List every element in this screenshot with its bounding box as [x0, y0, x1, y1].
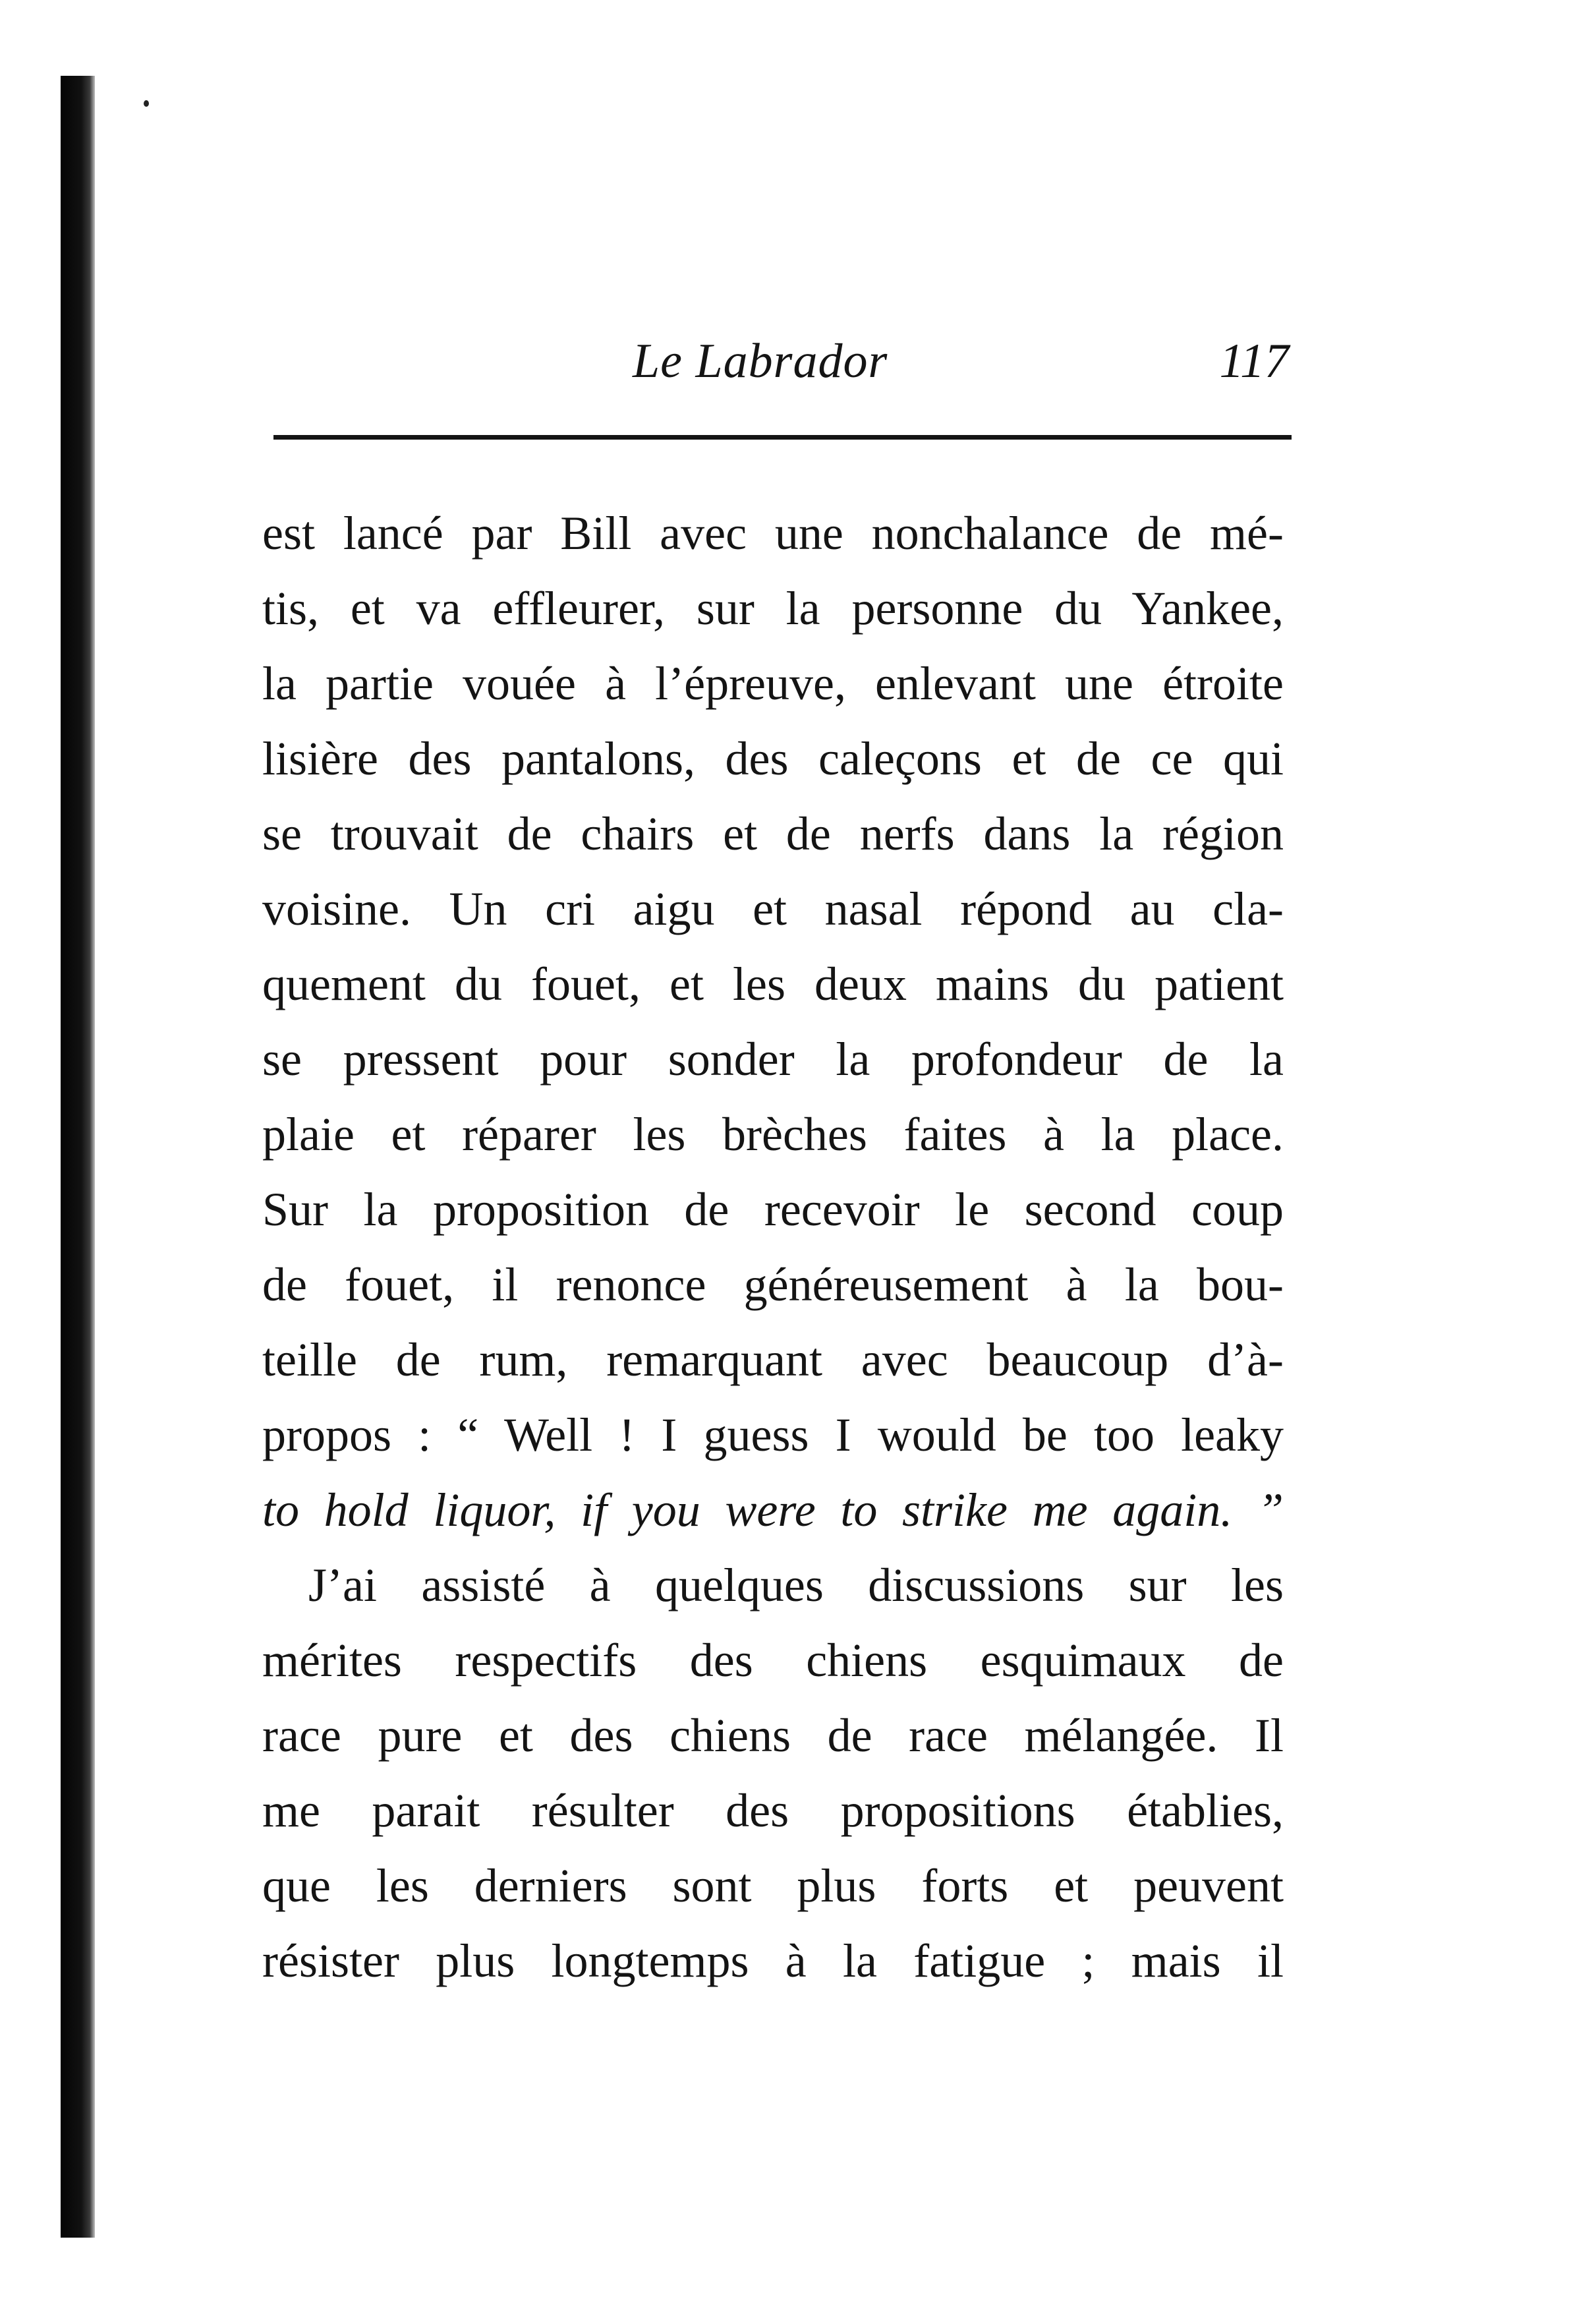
text-line: se trouvait de chairs et de nerfs dans la région: [262, 807, 1284, 860]
text-line: voisine. Un cri aigu et nasal répond au cla-: [262, 883, 1284, 935]
running-title: Le Labrador: [633, 334, 888, 388]
text-line: mérites respectifs des chiens esquimaux de: [262, 1634, 1284, 1687]
body-text: [262, 496, 1284, 1998]
text-line: lisière des pantalons, des caleçons et de ce qui: [262, 732, 1284, 785]
text-line: me parait résulter des propositions établies,: [262, 1784, 1284, 1837]
text-line: est lancé par Bill avec une nonchalance de mé-: [262, 507, 1284, 560]
text-line: teille de rum, remarquant avec beaucoup d’à-: [262, 1333, 1284, 1386]
page-number: 117: [1219, 334, 1289, 388]
text-line: race pure et des chiens de race mélangée. Il: [262, 1709, 1284, 1762]
text-line: la partie vouée à l’épreuve, enlevant une étroite: [262, 657, 1284, 710]
header-rule: [273, 435, 1292, 440]
book-spine-shadow: [61, 76, 95, 2238]
text-line-italic: to hold liquor, if you were to strike me again. ”: [262, 1484, 1284, 1536]
text-line: résister plus longtemps à la fatigue ; mais il: [262, 1934, 1284, 1987]
text-line: tis, et va effleurer, sur la personne du Yankee,: [262, 582, 1284, 635]
paragraph-first-line: J’ai assisté à quelques discussions sur les: [308, 1559, 1284, 1611]
ink-speck: [144, 100, 149, 107]
text-line: se pressent pour sonder la profondeur de la: [262, 1033, 1284, 1086]
text-line: que les derniers sont plus forts et peuvent: [262, 1859, 1284, 1912]
text-line: plaie et réparer les brèches faites à la place.: [262, 1108, 1284, 1161]
page-header: [264, 322, 1292, 401]
text-line: propos : “ Well ! I guess I would be too leaky: [262, 1408, 1284, 1461]
text-line: Sur la proposition de recevoir le second coup: [262, 1183, 1284, 1236]
text-line: quement du fouet, et les deux mains du patient: [262, 958, 1284, 1010]
text-line: de fouet, il renonce généreusement à la bou-: [262, 1258, 1284, 1311]
